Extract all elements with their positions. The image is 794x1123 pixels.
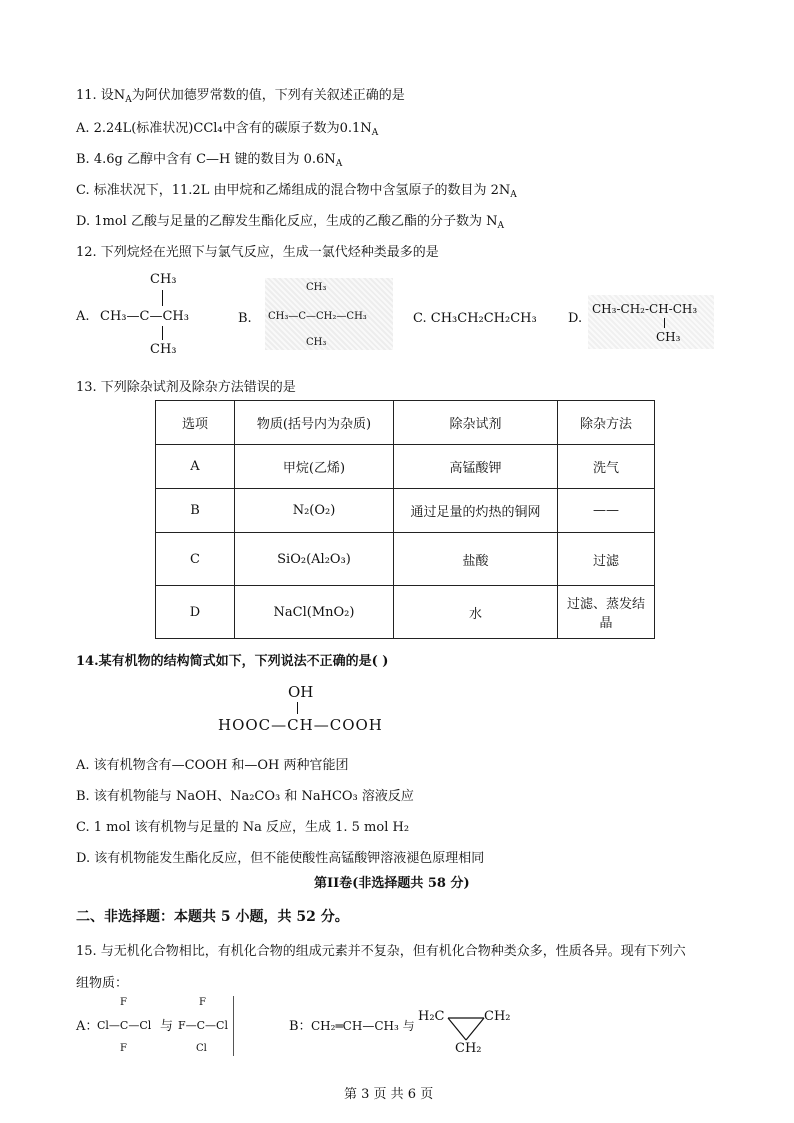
q12-a-top-methyl: CH₃ (150, 272, 177, 287)
q14-hydroxyl: OH (288, 683, 314, 701)
table-row: C SiO₂(Al₂O₃) 盐酸 过滤 (156, 533, 655, 586)
table-row: B N₂(O₂) 通过足量的灼热的铜网 —— (156, 489, 655, 533)
q15-stem-line2: 组物质： (76, 976, 129, 991)
q12-b-bottom-methyl: CH₃ (306, 337, 327, 348)
q12-b-top-methyl: CH₃ (306, 282, 327, 293)
q12-d-main-chain: CH₃-CH₂-CH-CH₃ (592, 302, 698, 316)
q14-option-d: D. 该有机物能发生酯化反应，但不能使酸性高锰酸钾溶液褪色原理相同 (76, 851, 485, 866)
q13-table (155, 400, 655, 639)
q12-option-c: C. CH₃CH₂CH₂CH₃ (413, 311, 537, 326)
part2-title: 第II卷(非选择题共 58 分) (314, 876, 470, 891)
q15-stem-line1: 15. 与无机化合物相比，有机化合物的组成元素并不复杂，但有机化合物种类众多，性质各异。现有下列六 (76, 944, 686, 959)
q14-option-c: C. 1 mol 该有机物与足量的 Na 反应，生成 1. 5 mol H₂ (76, 820, 410, 835)
q14-stem: 14.某有机物的结构简式如下，下列说法不正确的是( ) (76, 654, 389, 669)
q13-stem: 13. 下列除杂试剂及除杂方法错误的是 (76, 380, 296, 395)
q14-option-b: B. 该有机物能与 NaOH、Na₂CO₃ 和 NaHCO₃ 溶液反应 (76, 789, 414, 804)
q11-option-c: C. 标准状况下，11.2L 由甲烷和乙烯组成的混合物中含氢原子的数目为 $2N_A$ (76, 183, 517, 200)
q12-stem: 12. 下列烷烃在光照下与氯气反应，生成一氯代烃种类最多的是 (76, 245, 439, 260)
q14-option-a: A. 该有机物含有—COOH 和—OH 两种官能团 (76, 758, 349, 773)
section-heading: 二、非选择题：本题共 5 小题，共 52 分。 (76, 909, 349, 925)
q12-b-main-chain: CH₃—C—CH₂—CH₃ (268, 311, 367, 322)
page-number: 第 3 页 共 6 页 (344, 1087, 434, 1102)
q14-formula: HOOC—CH—COOH (218, 716, 383, 734)
q11-option-b: B. 4.6g 乙醇中含有 C—H 键的数目为 $0.6N_A$ (76, 152, 343, 169)
q12-d-branch: CH₃ (656, 330, 681, 344)
q11-stem: 11. 设$N_A$为阿伏加德罗常数的值，下列有关叙述正确的是 (76, 88, 405, 105)
q11-option-a: A. 2.24L(标准状况)CCl₄中含有的碳原子数为$0.1N_A$ (76, 121, 379, 138)
q15-b-propene: CH₂═CH—CH₃ 与 (311, 1019, 415, 1033)
table-row: A 甲烷(乙烯) 高锰酸钾 洗气 (156, 445, 655, 489)
q15-a-molecule-1: Cl—C—Cl (97, 1019, 152, 1032)
q12-a-main-chain: CH₃—C—CH₃ (100, 309, 189, 324)
q12-a-bottom-methyl: CH₃ (150, 342, 177, 357)
table-header-row: 选项 物质(括号内为杂质) 除杂试剂 除杂方法 (156, 401, 655, 445)
q15-a-molecule-2: F—C—Cl (178, 1019, 228, 1032)
table-row: D NaCl(MnO₂) 水 过滤、蒸发结晶 (156, 586, 655, 639)
q11-option-d: D. 1mol 乙酸与足量的乙醇发生酯化反应，生成的乙酸乙酯的分子数为 $N_A$ (76, 214, 504, 231)
